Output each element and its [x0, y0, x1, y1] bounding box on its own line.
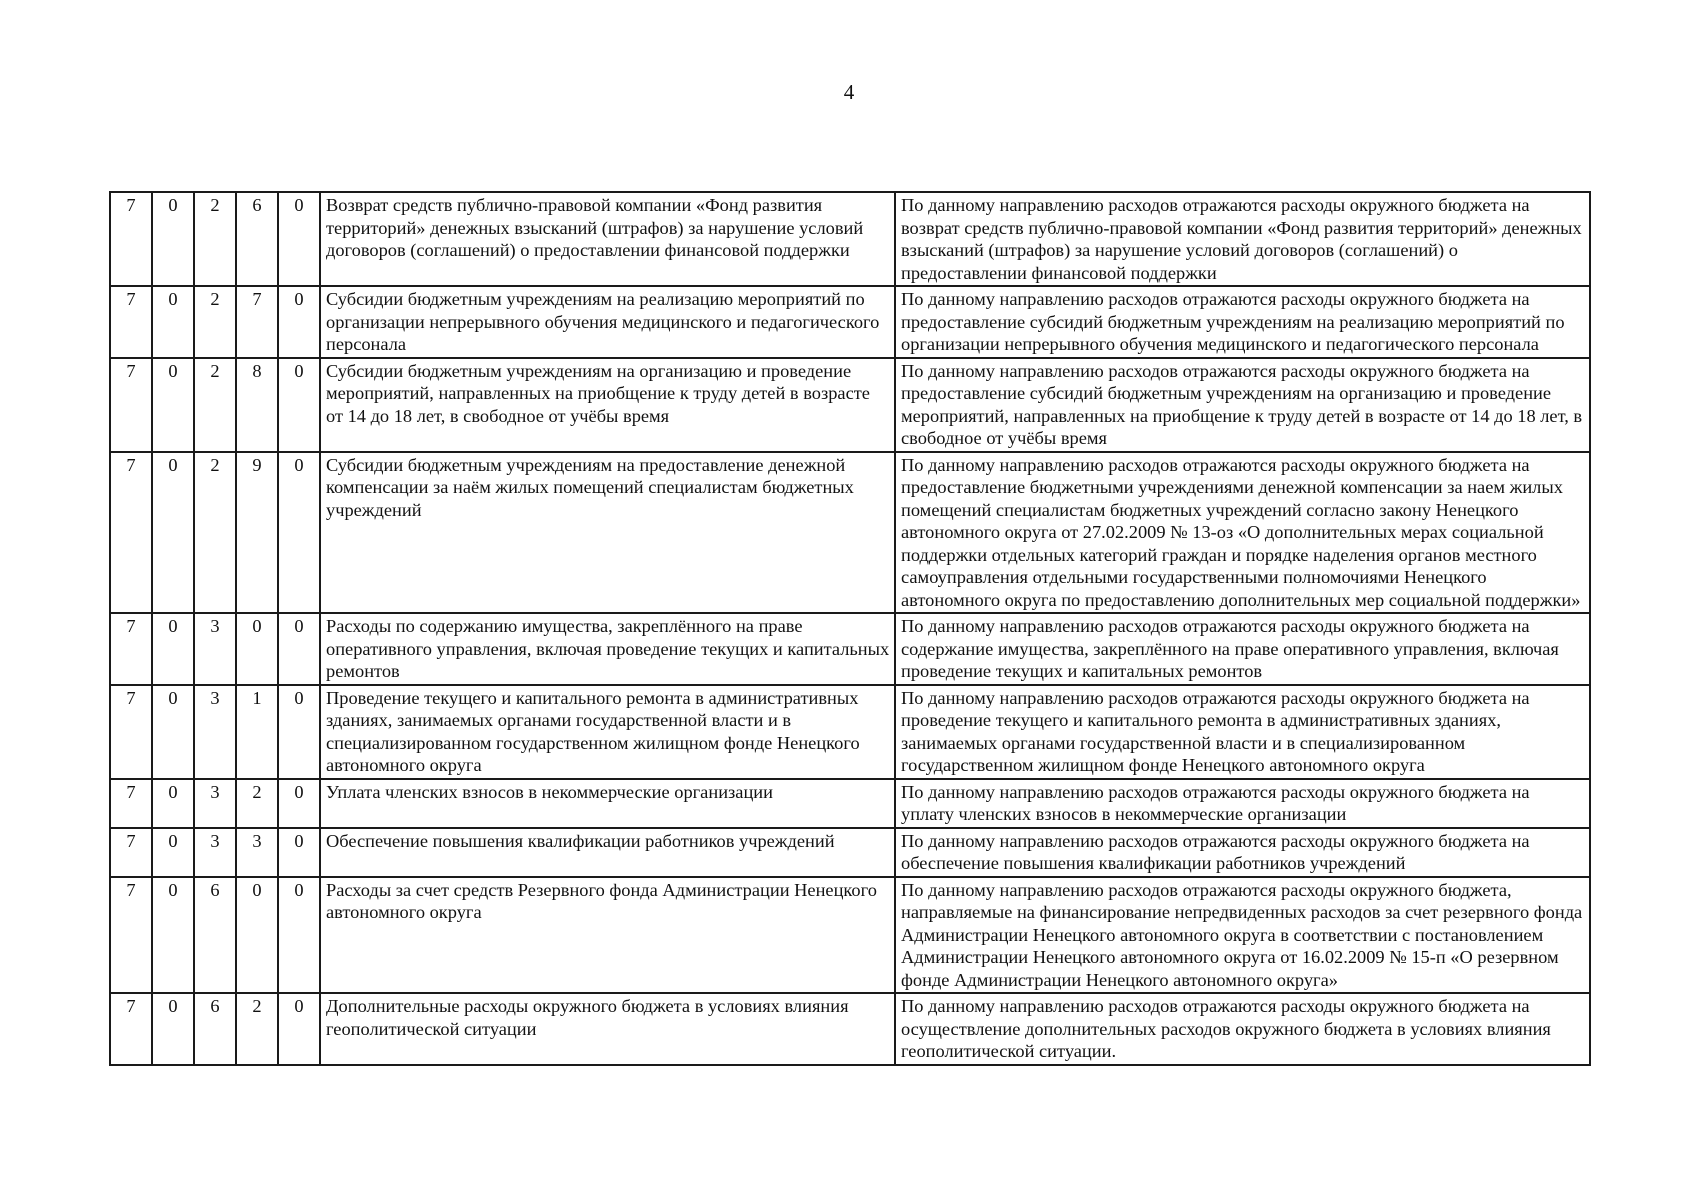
code-digit-cell: 0 [278, 452, 320, 614]
code-digit-cell: 2 [236, 993, 278, 1065]
code-digit-cell: 0 [152, 685, 194, 779]
code-digit-cell: 0 [278, 993, 320, 1065]
code-digit-cell: 0 [236, 877, 278, 994]
expense-name-cell: Субсидии бюджетным учреждениям на организацию и проведение мероприятий, направленных на приобщение к труду детей в возрасте от 14 до 18 лет, в свободное от учёбы время [320, 358, 895, 452]
code-digit-cell: 0 [236, 613, 278, 685]
code-digit-cell: 7 [110, 993, 152, 1065]
expense-description-cell: По данному направлению расходов отражаются расходы окружного бюджета на содержание имущества, закреплённого на праве оперативного управления, включая проведение текущих и капитальных ремонтов [895, 613, 1590, 685]
code-digit-cell: 2 [194, 286, 236, 358]
code-digit-cell: 0 [278, 358, 320, 452]
table-row [110, 358, 1590, 452]
code-digit-cell: 0 [278, 685, 320, 779]
table-row [110, 613, 1590, 685]
code-digit-cell: 7 [110, 192, 152, 286]
expense-name-cell: Субсидии бюджетным учреждениям на реализацию мероприятий по организации непрерывного обучения медицинского и педагогического персонала [320, 286, 895, 358]
expense-name-cell: Дополнительные расходы окружного бюджета в условиях влияния геополитической ситуации [320, 993, 895, 1065]
expense-name-cell: Субсидии бюджетным учреждениям на предоставление денежной компенсации за наём жилых помещений специалистам бюджетных учреждений [320, 452, 895, 614]
code-digit-cell: 7 [110, 452, 152, 614]
code-digit-cell: 1 [236, 685, 278, 779]
code-digit-cell: 0 [278, 828, 320, 877]
expense-name-cell: Обеспечение повышения квалификации работников учреждений [320, 828, 895, 877]
table-row [110, 192, 1590, 286]
expense-name-cell: Расходы по содержанию имущества, закреплённого на праве оперативного управления, включая проведение текущих и капитальных ремонтов [320, 613, 895, 685]
expense-description-cell: По данному направлению расходов отражаются расходы окружного бюджета на предоставление субсидий бюджетным учреждениям на реализацию мероприятий по организации непрерывного обучения медицинского и педагогического персонала [895, 286, 1590, 358]
code-digit-cell: 2 [194, 358, 236, 452]
code-digit-cell: 0 [278, 877, 320, 994]
page-number: 4 [843, 80, 855, 104]
code-digit-cell: 0 [278, 779, 320, 828]
code-digit-cell: 3 [194, 613, 236, 685]
expense-description-cell: По данному направлению расходов отражаются расходы окружного бюджета на осуществление дополнительных расходов окружного бюджета в условиях влияния геополитической ситуации. [895, 993, 1590, 1065]
code-digit-cell: 9 [236, 452, 278, 614]
code-digit-cell: 0 [152, 993, 194, 1065]
code-digit-cell: 2 [236, 779, 278, 828]
expense-description-cell: По данному направлению расходов отражаются расходы окружного бюджета на предоставление субсидий бюджетным учреждениям на организацию и проведение мероприятий, направленных на приобщение к труду детей в возрасте от 14 до 18 лет, в свободное от учёбы время [895, 358, 1590, 452]
expense-description-cell: По данному направлению расходов отражаются расходы окружного бюджета на предоставление бюджетными учреждениями денежной компенсации за наем жилых помещений специалистам бюджетных учреждений согласно закону Ненецкого автономного округа от 27.02.2009 № 13-оз «О дополнительных мерах социальной поддержки отдельных категорий граждан и порядке наделения органов местного самоуправления отдельными государственными полномочиями Ненецкого автономного округа по предоставлению дополнительных мер социальной поддержки» [895, 452, 1590, 614]
code-digit-cell: 6 [236, 192, 278, 286]
code-digit-cell: 0 [278, 613, 320, 685]
code-digit-cell: 2 [194, 452, 236, 614]
table-row [110, 779, 1590, 828]
code-digit-cell: 7 [110, 877, 152, 994]
code-digit-cell: 0 [152, 828, 194, 877]
expense-name-cell: Проведение текущего и капитального ремонта в административных зданиях, занимаемых органами государственной власти и в специализированном государственном жилищном фонде Ненецкого автономного округа [320, 685, 895, 779]
code-digit-cell: 0 [278, 192, 320, 286]
expense-name-cell: Возврат средств публично-правовой компании «Фонд развития территорий» денежных взысканий (штрафов) за нарушение условий договоров (соглашений) о предоставлении финансовой поддержки [320, 192, 895, 286]
code-digit-cell: 0 [278, 286, 320, 358]
table-row [110, 993, 1590, 1065]
code-digit-cell: 6 [194, 993, 236, 1065]
expense-description-cell: По данному направлению расходов отражаются расходы окружного бюджета на проведение текущего и капитального ремонта в административных зданиях, занимаемых органами государственной власти и в специализированном государственном жилищном фонде Ненецкого автономного округа [895, 685, 1590, 779]
expense-codes-table [109, 191, 1591, 1066]
code-digit-cell: 8 [236, 358, 278, 452]
expense-name-cell: Расходы за счет средств Резервного фонда Администрации Ненецкого автономного округа [320, 877, 895, 994]
code-digit-cell: 0 [152, 452, 194, 614]
code-digit-cell: 0 [152, 286, 194, 358]
code-digit-cell: 3 [194, 685, 236, 779]
code-digit-cell: 0 [152, 613, 194, 685]
code-digit-cell: 3 [194, 779, 236, 828]
expense-description-cell: По данному направлению расходов отражаются расходы окружного бюджета, направляемые на финансирование непредвиденных расходов за счет резервного фонда Администрации Ненецкого автономного округа в соответствии с постановлением Администрации Ненецкого автономного округа от 16.02.2009 № 15-п «О резервном фонде Администрации Ненецкого автономного округа» [895, 877, 1590, 994]
code-digit-cell: 7 [110, 685, 152, 779]
table-row [110, 286, 1590, 358]
expense-description-cell: По данному направлению расходов отражаются расходы окружного бюджета на обеспечение повышения квалификации работников учреждений [895, 828, 1590, 877]
code-digit-cell: 7 [110, 286, 152, 358]
code-digit-cell: 0 [152, 877, 194, 994]
expense-description-cell: По данному направлению расходов отражаются расходы окружного бюджета на возврат средств публично-правовой компании «Фонд развития территорий» денежных взысканий (штрафов) за нарушение условий договоров (соглашений) о предоставлении финансовой поддержки [895, 192, 1590, 286]
code-digit-cell: 0 [152, 192, 194, 286]
table-row [110, 828, 1590, 877]
code-digit-cell: 0 [152, 779, 194, 828]
code-digit-cell: 3 [194, 828, 236, 877]
table-row [110, 452, 1590, 614]
code-digit-cell: 7 [110, 358, 152, 452]
table-row [110, 877, 1590, 994]
table-row [110, 685, 1590, 779]
code-digit-cell: 0 [152, 358, 194, 452]
code-digit-cell: 7 [110, 828, 152, 877]
expense-name-cell: Уплата членских взносов в некоммерческие организации [320, 779, 895, 828]
code-digit-cell: 6 [194, 877, 236, 994]
code-digit-cell: 7 [110, 613, 152, 685]
expense-description-cell: По данному направлению расходов отражаются расходы окружного бюджета на уплату членских взносов в некоммерческие организации [895, 779, 1590, 828]
code-digit-cell: 7 [110, 779, 152, 828]
code-digit-cell: 2 [194, 192, 236, 286]
code-digit-cell: 3 [236, 828, 278, 877]
code-digit-cell: 7 [236, 286, 278, 358]
